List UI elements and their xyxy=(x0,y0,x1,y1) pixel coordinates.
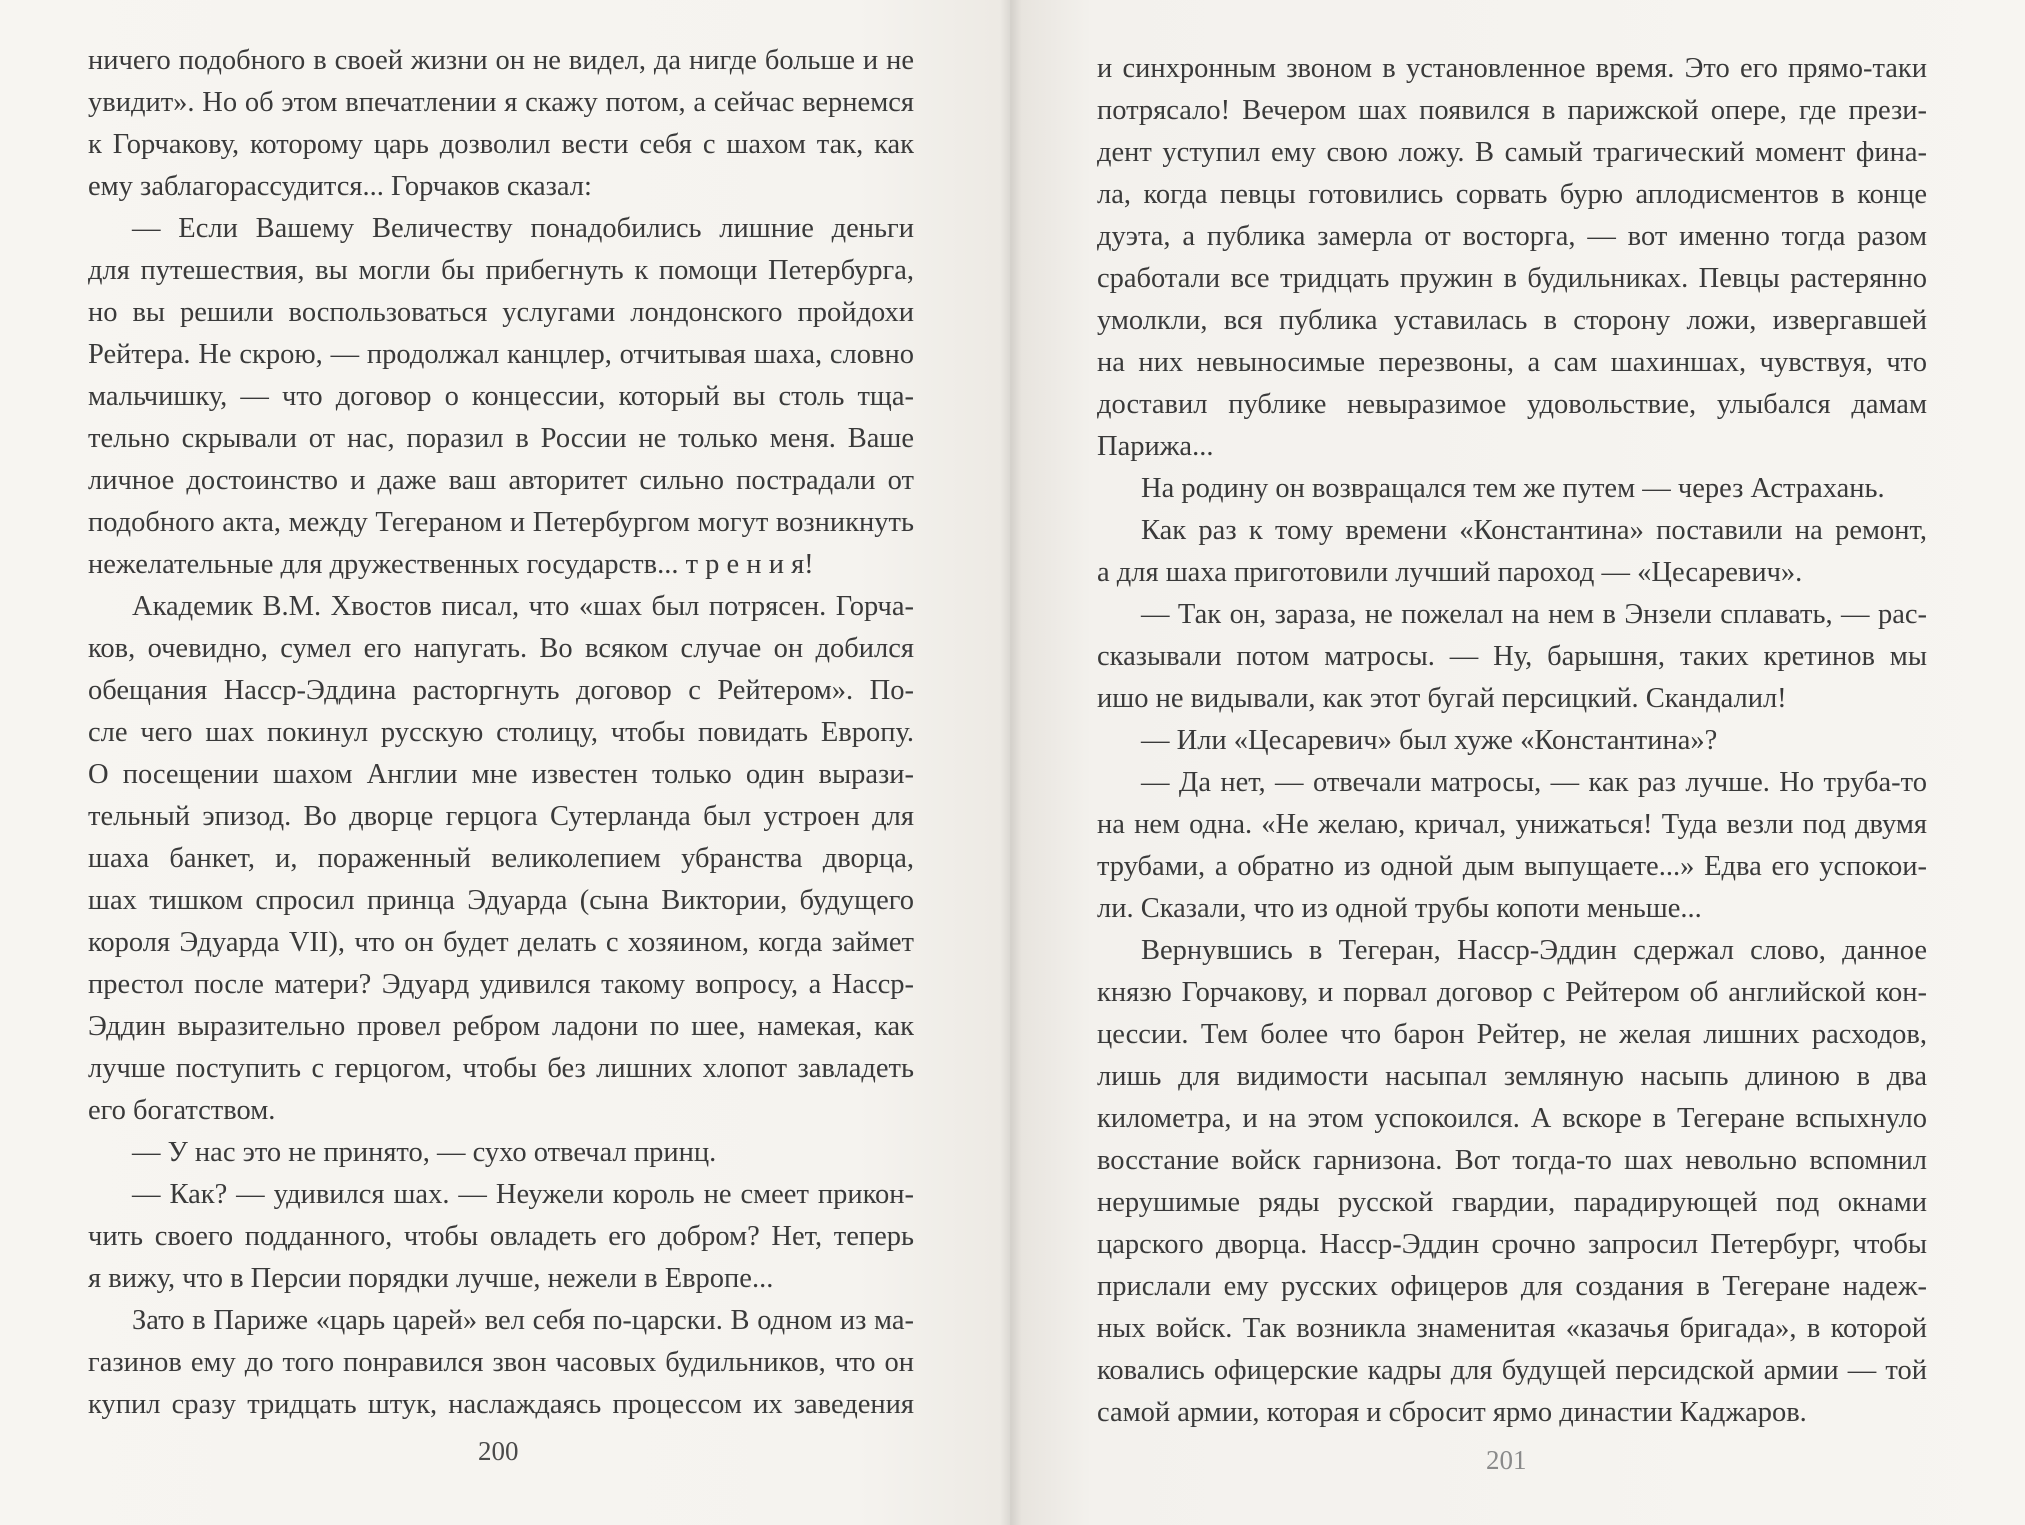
text-line: Академик В.М. Хвостов писал, что «шах был потрясен. Горча- xyxy=(132,591,914,622)
text-line: а для шаха приготовили лучший пароход — «Цесаревич». xyxy=(1097,557,1803,588)
text-line: прислали ему русских офицеров для создания в Тегеране надеж- xyxy=(1097,1271,1927,1302)
text-line: обещания Насср-Эддина расторгнуть договор с Рейтером». По- xyxy=(88,675,914,706)
text-line: ковались офицерские кадры для будущей персидской армии — той xyxy=(1097,1355,1927,1386)
text-line: — У нас это не принято, — сухо отвечал принц. xyxy=(132,1137,717,1168)
text-line: Вернувшись в Тегеран, Насср-Эддин сдержал слово, данное xyxy=(1141,935,1927,966)
text-line: короля Эдуарда VII), что он будет делать с хозяином, когда займет xyxy=(88,927,914,958)
text-line: нерушимые ряды русской гвардии, парадирующей под окнами xyxy=(1097,1187,1927,1218)
text-line: — Если Вашему Величеству понадобились лишние деньги xyxy=(132,213,914,244)
text-line: лучше поступить с герцогом, чтобы без лишних хлопот завладеть xyxy=(88,1053,914,1084)
text-line: — Да нет, — отвечали матросы, — как раз лучше. Но труба-то xyxy=(1141,767,1927,798)
text-line: чить своего подданного, чтобы овладеть его добром? Нет, теперь xyxy=(88,1221,914,1252)
text-line: ных войск. Так возникла знаменитая «казачья бригада», в которой xyxy=(1097,1313,1927,1344)
book-gutter xyxy=(1000,0,1022,1525)
text-line: доставил публике невыразимое удовольствие, улыбался дамам xyxy=(1097,389,1927,420)
text-line: на нем одна. «Не желаю, кричал, унижаться! Туда везли под двумя xyxy=(1097,809,1927,840)
text-line: — Так он, зараза, не пожелал на нем в Энзели сплавать, — рас- xyxy=(1141,599,1927,630)
text-line: подобного акта, между Тегераном и Петербургом могут возникнуть xyxy=(88,507,914,538)
text-line: князю Горчакову, и порвал договор с Рейтером об английской кон- xyxy=(1097,977,1927,1008)
text-line: сработали все тридцать пружин в будильниках. Певцы растерянно xyxy=(1097,263,1927,294)
text-line: царского дворца. Насср-Эддин срочно запросил Петербург, чтобы xyxy=(1097,1229,1927,1260)
page-number: 201 xyxy=(1486,1445,1527,1475)
text-line: сказывали потом матросы. — Ну, барышня, таких кретинов мы xyxy=(1097,641,1927,672)
text-line: Зато в Париже «царь царей» вел себя по-царски. В одном из ма- xyxy=(132,1305,914,1336)
text-line: Парижа... xyxy=(1097,431,1214,462)
text-line: дент уступил ему свою ложу. В самый трагический момент фина- xyxy=(1097,137,1927,168)
text-line: тельный эпизод. Во дворце герцога Сутерланда был устроен для xyxy=(88,801,914,832)
text-line: нежелательные для дружественных государств... т р е н и я! xyxy=(88,549,814,580)
text-line: для путешествия, вы могли бы прибегнуть к помощи Петербурга, xyxy=(88,255,914,286)
left-page-text xyxy=(88,40,914,1426)
text-line: увидит». Но об этом впечатлении я скажу потом, а сейчас вернемся xyxy=(88,87,914,118)
text-line: О посещении шахом Англии мне известен только один вырази- xyxy=(88,759,914,790)
text-line: к Горчакову, которому царь дозволил вести себя с шахом так, как xyxy=(88,129,914,160)
text-line: сле чего шах покинул русскую столицу, чтобы повидать Европу. xyxy=(88,717,914,748)
text-line: ла, когда певцы готовились сорвать бурю аплодисментов в конце xyxy=(1097,179,1927,210)
text-line: купил сразу тридцать штук, наслаждаясь процессом их заведения xyxy=(88,1389,914,1420)
text-line: газинов ему до того понравился звон часовых будильников, что он xyxy=(88,1347,914,1378)
text-line: его богатством. xyxy=(88,1095,276,1126)
page-number: 200 xyxy=(478,1436,519,1466)
text-line: Рейтера. Не скрою, — продолжал канцлер, отчитывая шаха, словно xyxy=(88,339,914,370)
text-line: ков, очевидно, сумел его напугать. Во всяком случае он добился xyxy=(88,633,914,664)
text-line: тельно скрывали от нас, поразил в России не только меня. Ваше xyxy=(88,423,914,454)
text-line: Эддин выразительно провел ребром ладони по шее, намекая, как xyxy=(88,1011,914,1042)
text-line: дуэта, а публика замерла от восторга, — вот именно тогда разом xyxy=(1097,221,1927,252)
right-page xyxy=(1010,0,2025,1525)
text-line: лишь для видимости насыпал земляную насыпь длиною в два xyxy=(1097,1061,1927,1092)
text-line: восстание войск гарнизона. Вот тогда-то шах невольно вспомнил xyxy=(1097,1145,1927,1176)
text-line: На родину он возвращался тем же путем — через Астрахань. xyxy=(1141,473,1885,504)
text-line: ишо не видывали, как этот бугай персицкий. Скандалил! xyxy=(1097,683,1787,714)
text-line: престол после матери? Эдуард удивился такому вопросу, а Насср- xyxy=(88,969,914,1000)
text-line: потрясало! Вечером шах появился в парижской опере, где прези- xyxy=(1097,95,1927,126)
text-line: самой армии, которая и сбросит ярмо династии Каджаров. xyxy=(1097,1397,1807,1428)
text-line: на них невыносимые перезвоны, а сам шахиншах, чувствуя, что xyxy=(1097,347,1927,378)
text-line: трубами, а обратно из одной дым выпущаете...» Едва его успокои- xyxy=(1097,851,1927,882)
text-line: умолкли, вся публика уставилась в сторону ложи, извергавшей xyxy=(1097,305,1927,336)
right-page-text xyxy=(1097,48,1927,1434)
text-line: я вижу, что в Персии порядки лучше, нежели в Европе... xyxy=(88,1263,774,1294)
text-line: личное достоинство и даже ваш авторитет сильно пострадали от xyxy=(88,465,914,496)
text-line: шаха банкет, и, пораженный великолепием убранства дворца, xyxy=(88,843,914,874)
text-line: цессии. Тем более что барон Рейтер, не желая лишних расходов, xyxy=(1097,1019,1927,1050)
text-line: — Или «Цесаревич» был хуже «Константина»? xyxy=(1141,725,1718,756)
text-line: шах тишком спросил принца Эдуарда (сына Виктории, будущего xyxy=(88,885,914,916)
left-page xyxy=(0,0,1010,1525)
text-line: но вы решили воспользоваться услугами лондонского пройдохи xyxy=(88,297,914,328)
text-line: ли. Сказали, что из одной трубы копоти меньше... xyxy=(1097,893,1702,924)
text-line: ничего подобного в своей жизни он не видел, да нигде больше и не xyxy=(88,45,914,76)
text-line: Как раз к тому времени «Константина» поставили на ремонт, xyxy=(1141,515,1927,546)
text-line: ему заблагорассудится... Горчаков сказал: xyxy=(88,171,592,202)
text-line: и синхронным звоном в установленное время. Это его прямо-таки xyxy=(1097,53,1927,84)
text-line: километра, и на этом успокоился. А вскоре в Тегеране вспыхнуло xyxy=(1097,1103,1927,1134)
text-line: — Как? — удивился шах. — Неужели король не смеет прикон- xyxy=(132,1179,914,1210)
text-line: мальчишку, — что договор о концессии, который вы столь тща- xyxy=(88,381,914,412)
